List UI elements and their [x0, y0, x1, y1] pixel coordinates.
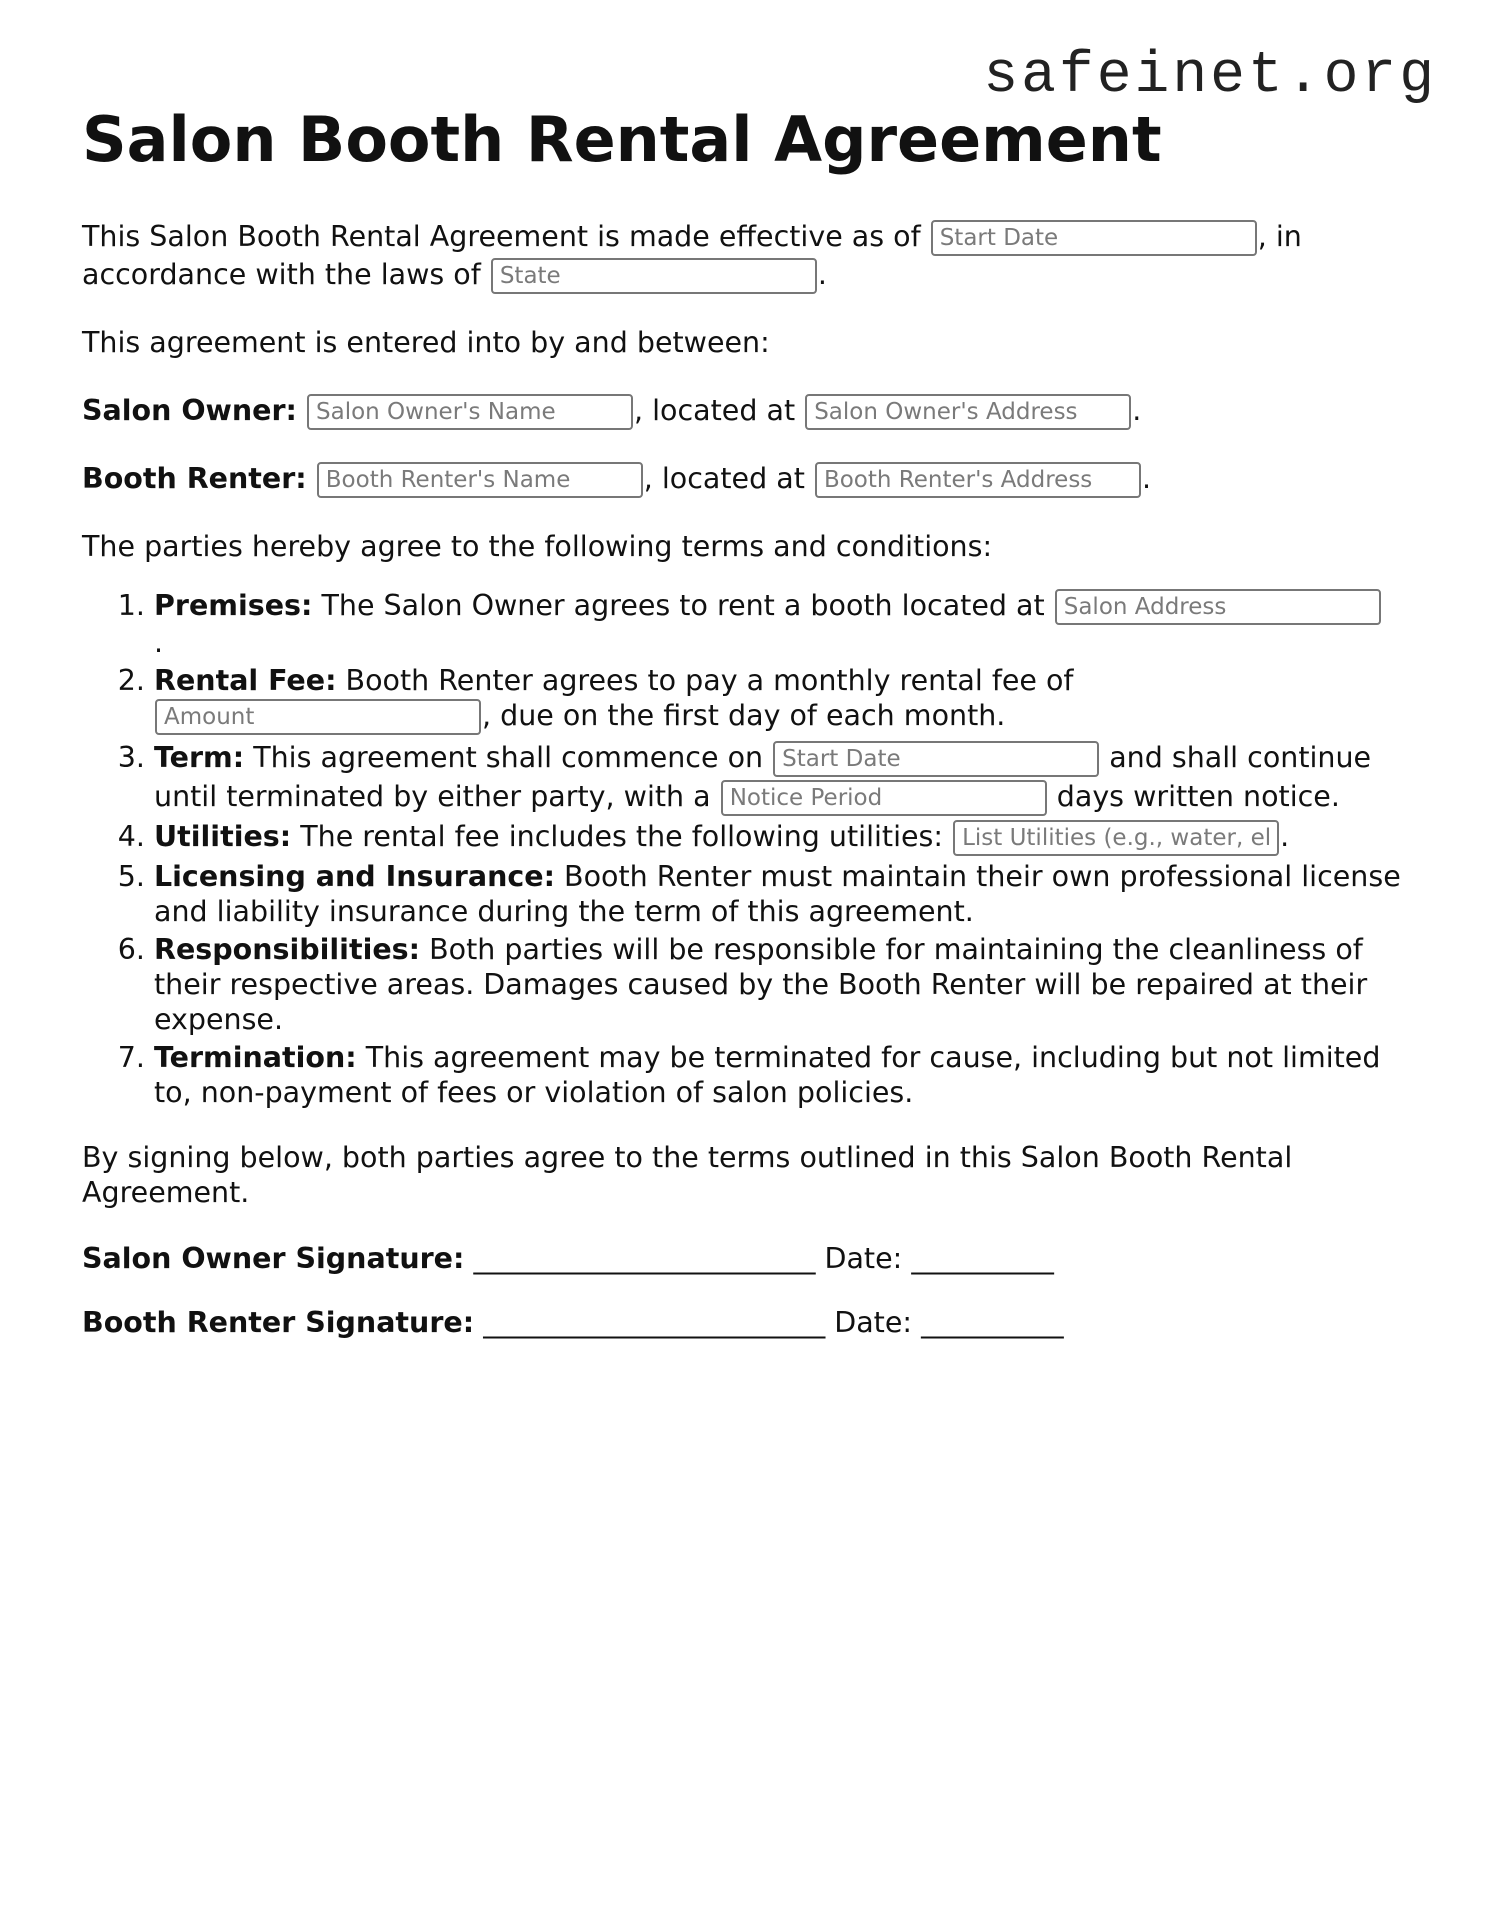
booth-renter-signature-label: Booth Renter Signature:: [82, 1306, 475, 1339]
notice-period-input[interactable]: [721, 780, 1047, 816]
salon-owner-name-input[interactable]: [307, 394, 633, 430]
utilities-text: The rental fee includes the following utilities:: [300, 820, 943, 853]
rental-fee-end-text: , due on the first day of each month.: [482, 699, 1006, 732]
renter-end-text: .: [1141, 462, 1151, 495]
utilities-end-text: .: [1280, 820, 1290, 853]
term-item-term: [154, 738, 1412, 816]
salon-owner-signature-label: Salon Owner Signature:: [82, 1242, 465, 1275]
term-item-premises: [154, 588, 1412, 660]
amount-input[interactable]: [155, 699, 481, 735]
terms-intro: The parties hereby agree to the following terms and conditions:: [82, 530, 993, 563]
term-text-3: days written notice.: [1056, 780, 1340, 813]
utilities-label: Utilities:: [154, 820, 292, 853]
booth-renter-line: [82, 460, 1412, 498]
termination-label: Termination:: [154, 1041, 357, 1074]
intro-text-3: .: [817, 258, 827, 291]
salon-owner-date-blank: __________: [911, 1242, 1054, 1275]
responsibilities-label: Responsibilities:: [154, 933, 421, 966]
term-item-termination: [154, 1040, 1412, 1110]
owner-end-text: .: [1132, 394, 1142, 427]
rental-fee-label: Rental Fee:: [154, 664, 337, 697]
utilities-input[interactable]: [953, 820, 1279, 856]
responsibilities-text: Both parties will be responsible for maintaining the cleanliness of their respective areas. Damages caused by the Booth Renter will be repaired at their expense.: [154, 933, 1368, 1036]
term-item-licensing: [154, 859, 1412, 929]
premises-text: The Salon Owner agrees to rent a booth located at: [321, 589, 1045, 622]
booth-renter-date-blank: __________: [921, 1306, 1064, 1339]
booth-renter-signature-blank: ________________________: [483, 1306, 826, 1339]
booth-renter-signature-line: [82, 1304, 1412, 1342]
intro-paragraph: [82, 218, 1412, 294]
page-title: Salon Booth Rental Agreement: [82, 103, 1162, 176]
watermark: safeinet.org: [983, 44, 1437, 109]
closing-paragraph: By signing below, both parties agree to the terms outlined in this Salon Booth Rental Agreement.: [82, 1141, 1293, 1209]
licensing-label: Licensing and Insurance:: [154, 860, 555, 893]
between-paragraph: This agreement is entered into by and between:: [82, 326, 770, 359]
booth-renter-name-input[interactable]: [317, 462, 643, 498]
booth-renter-date-label: Date:: [834, 1306, 912, 1339]
intro-text-2: , in accordance with the laws of: [82, 220, 1302, 291]
term-text-1: This agreement shall commence on: [253, 741, 764, 774]
salon-address-input[interactable]: [1055, 589, 1381, 625]
term-item-utilities: [154, 819, 1412, 856]
term-item-rental-fee: [154, 663, 1412, 735]
renter-located-text: , located at: [643, 462, 805, 495]
rental-fee-text: Booth Renter agrees to pay a monthly rental fee of: [345, 664, 1074, 697]
salon-owner-signature-line: [82, 1240, 1412, 1278]
licensing-text: Booth Renter must maintain their own professional license and liability insurance during the term of this agreement.: [154, 860, 1401, 928]
intro-text-1: This Salon Booth Rental Agreement is made effective as of: [82, 220, 921, 253]
booth-renter-label: Booth Renter:: [82, 462, 307, 495]
terms-list: [82, 588, 1412, 1110]
term-text-2: and shall continue until terminated by either party, with a: [154, 741, 1372, 813]
state-input[interactable]: [491, 258, 817, 294]
salon-owner-date-label: Date:: [824, 1242, 903, 1275]
booth-renter-address-input[interactable]: [815, 462, 1141, 498]
term-label: Term:: [154, 741, 245, 774]
salon-owner-address-input[interactable]: [805, 394, 1131, 430]
agreement-document: [82, 100, 1412, 1368]
effective-start-date-input[interactable]: [931, 220, 1257, 256]
owner-located-text: , located at: [634, 394, 796, 427]
term-start-date-input[interactable]: [773, 741, 1099, 777]
salon-owner-line: [82, 392, 1412, 430]
premises-end-text: .: [154, 626, 164, 659]
salon-owner-label: Salon Owner:: [82, 394, 297, 427]
salon-owner-signature-blank: ________________________: [473, 1242, 816, 1275]
premises-label: Premises:: [154, 589, 313, 622]
termination-text: This agreement may be terminated for cause, including but not limited to, non-payment of fees or violation of salon policies.: [154, 1041, 1381, 1109]
term-item-responsibilities: [154, 932, 1412, 1037]
